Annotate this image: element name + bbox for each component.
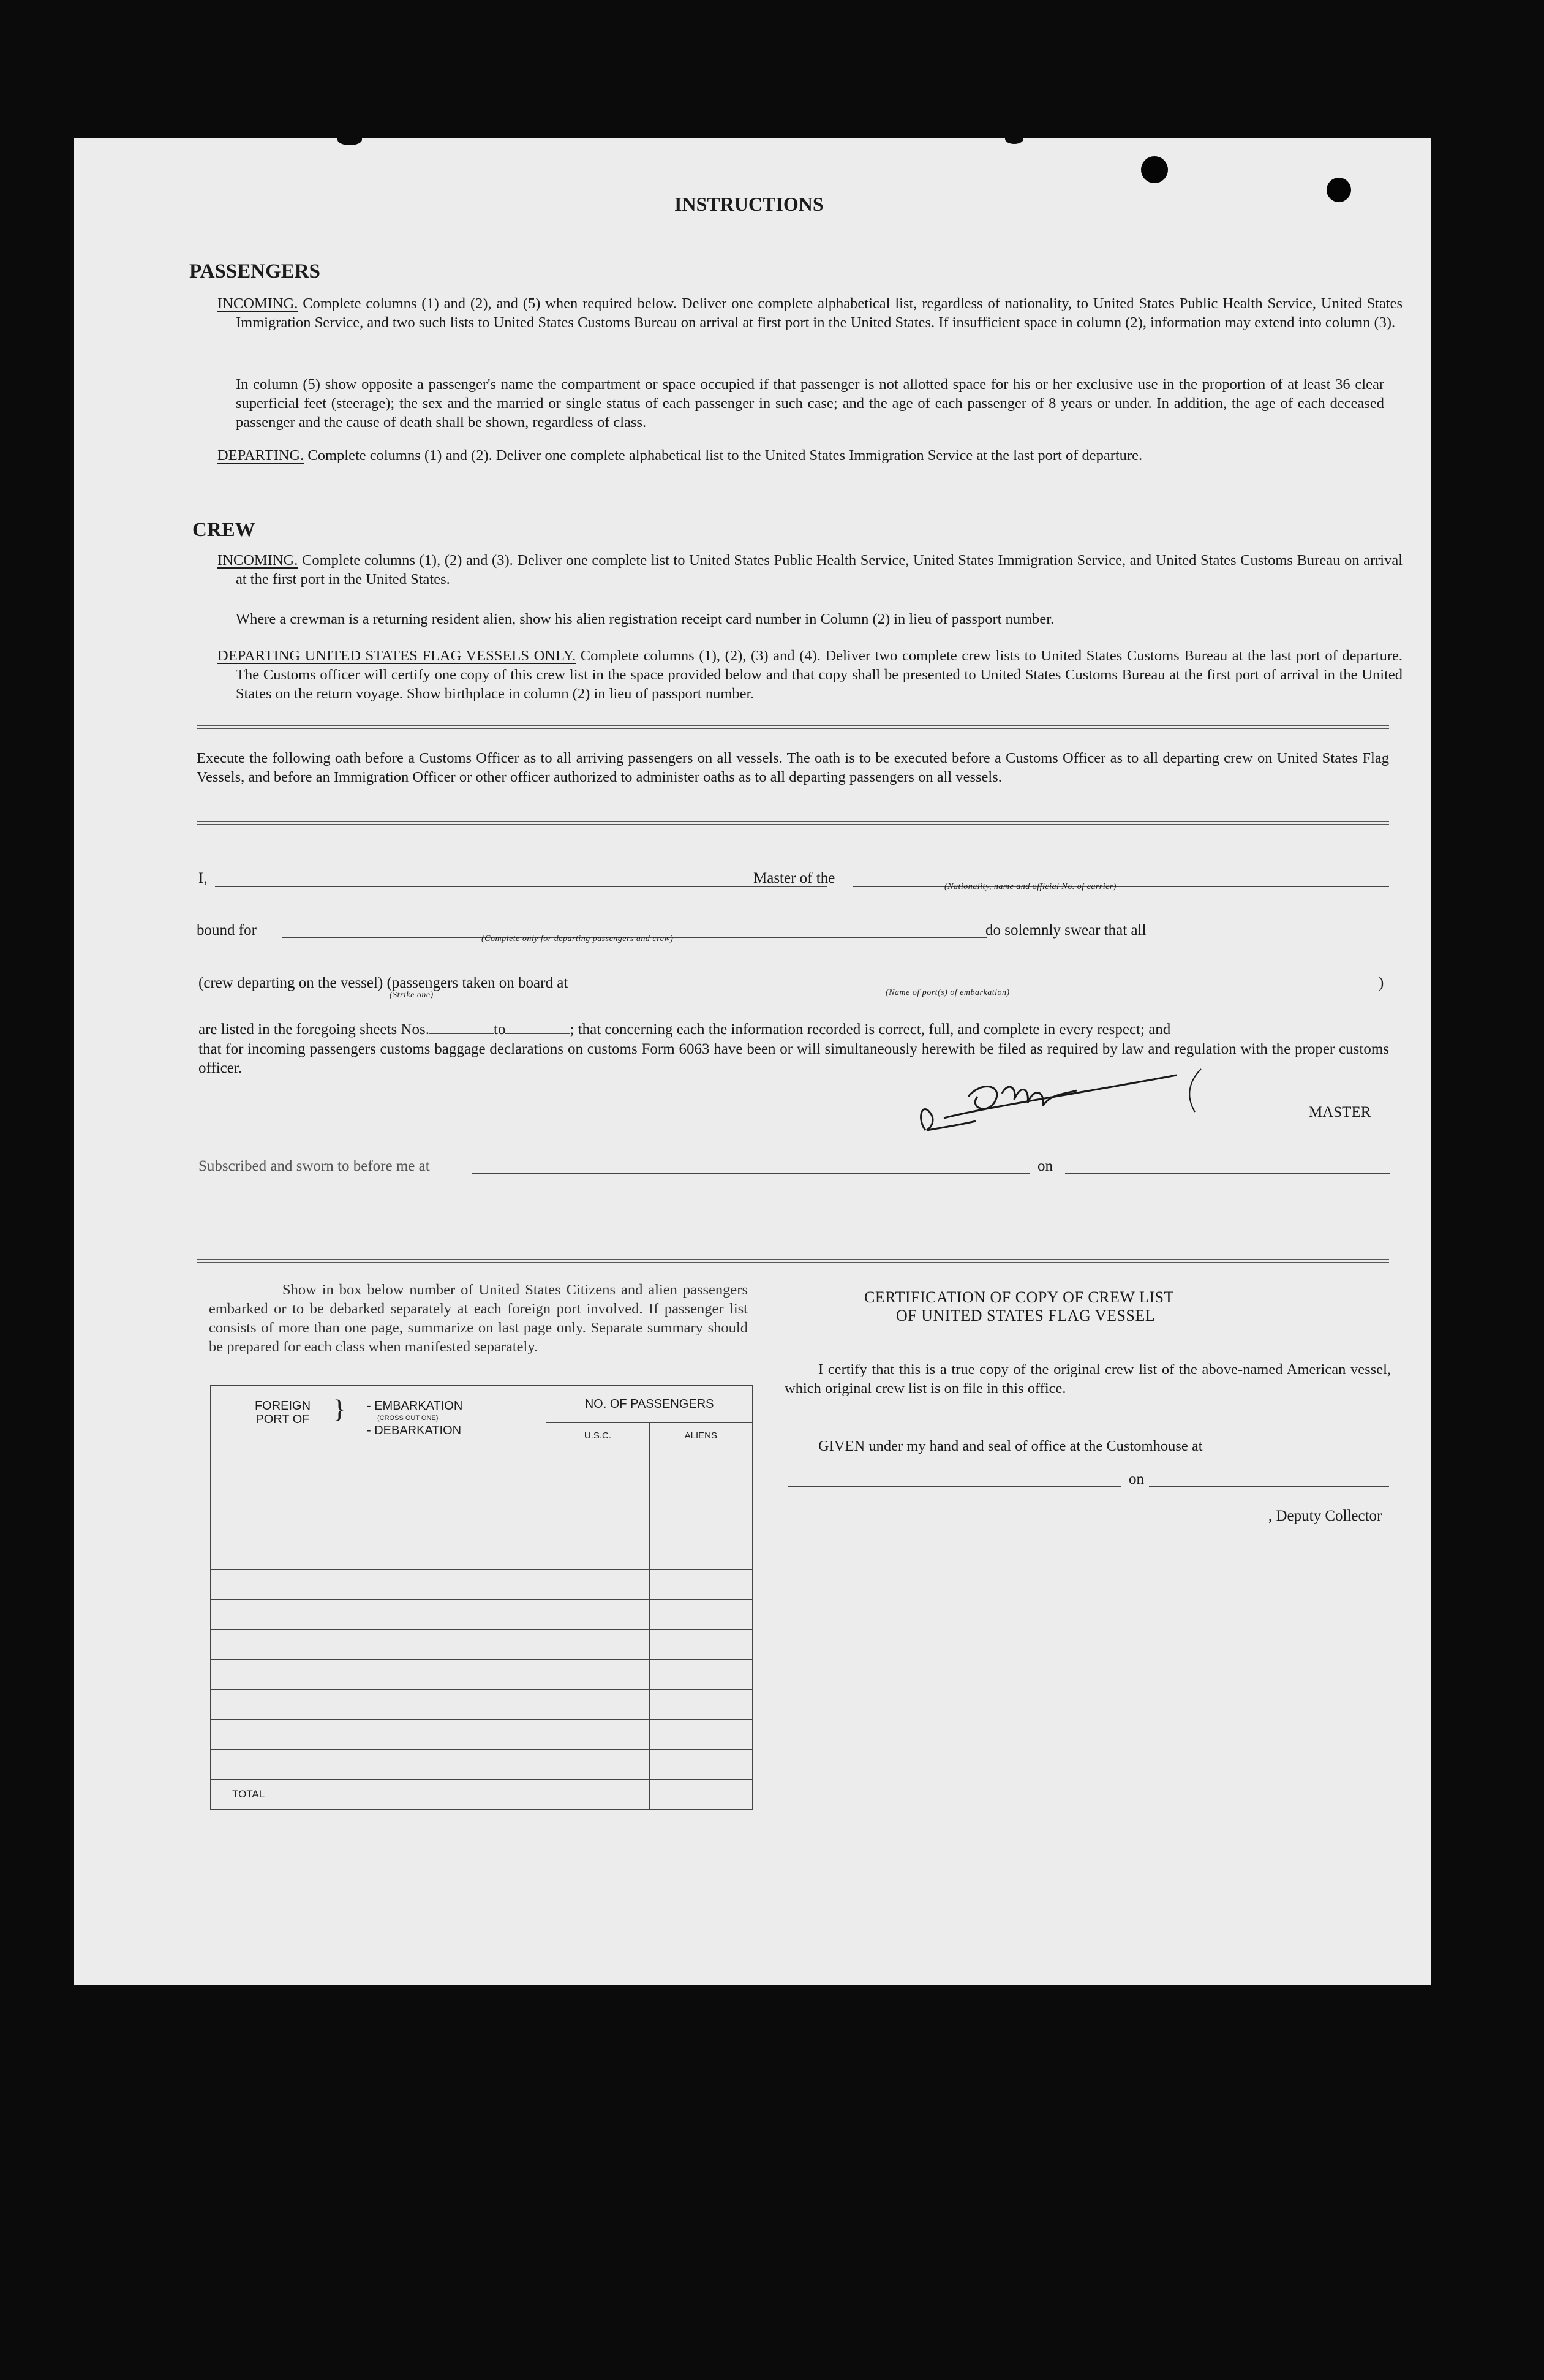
torn-edge-mark-2 — [1005, 134, 1023, 144]
punch-hole-edge — [1327, 178, 1351, 202]
certification-title-line2: OF UNITED STATES FLAG VESSEL — [896, 1307, 1156, 1324]
table-row — [211, 1750, 753, 1780]
table-row — [211, 1570, 753, 1600]
aliens-count-cell[interactable] — [649, 1630, 752, 1660]
certification-on-label: on — [1129, 1471, 1144, 1487]
table-row — [211, 1690, 753, 1720]
sheets-nos-label: are listed in the foregoing sheets Nos. — [198, 1021, 429, 1038]
port-cell[interactable] — [211, 1720, 546, 1750]
table-row — [211, 1600, 753, 1630]
brace-icon: } — [333, 1396, 346, 1424]
usc-count-cell[interactable] — [546, 1600, 649, 1630]
passengers-header-cell — [546, 1386, 753, 1449]
usc-count-cell[interactable] — [546, 1509, 649, 1539]
port-cell[interactable] — [211, 1509, 546, 1539]
usc-count-cell[interactable] — [546, 1630, 649, 1660]
sworn-on-label: on — [1037, 1158, 1053, 1174]
usc-count-cell[interactable] — [546, 1750, 649, 1780]
subscribed-label: Subscribed and sworn to before me at — [198, 1158, 430, 1174]
table-row — [211, 1449, 753, 1479]
sheets-label — [198, 1021, 1389, 1038]
crew-departing-text: Complete columns (1), (2), (3) and (4). Deliver two complete crew lists to United States Customs Bureau at the last port of departure. The Customs officer will certify one copy of this crew list in the space provided below and that copy shall be presented to United States Customs Bureau at the first port of arrival in the United States on the return voyage. Show birthplace in column (2) in lieu of passport number. — [236, 648, 1403, 702]
passengers-incoming-paragraph — [217, 294, 1403, 332]
total-aliens-cell[interactable] — [649, 1780, 752, 1810]
usc-count-cell[interactable] — [546, 1720, 649, 1750]
passengers-column5-paragraph: In column (5) show opposite a passenger's name the compartment or space occupied if that passenger is not allotted space for his or her exclusive use in the proportion of at least 36 clear superficial feet (steerage); the sex and the married or single status of each passenger in such case; and the age of each passenger of 8 years or under. In addition, the age of each deceased passenger and the cause of death shall be shown, regardless of class. — [236, 376, 1384, 431]
table-row — [211, 1720, 753, 1750]
section-divider-2 — [197, 821, 1389, 825]
certification-date-field[interactable] — [1149, 1486, 1389, 1487]
port-cell[interactable] — [211, 1660, 546, 1690]
usc-count-cell[interactable] — [546, 1570, 649, 1600]
passengers-incoming-text: Complete columns (1) and (2), and (5) when required below. Deliver one complete alphabetical list, regardless of nationality, to United States Public Health Service, United States Immigration Service, and two such lists to United States Customs Bureau on arrival at first port in the United States. If insufficient space in column (2), information may extend into column (3). — [236, 295, 1403, 331]
aliens-count-cell[interactable] — [649, 1660, 752, 1690]
torn-edge-mark — [337, 134, 362, 145]
usc-count-cell[interactable] — [546, 1479, 649, 1509]
total-label-cell — [211, 1780, 546, 1810]
passenger-summary-table — [210, 1385, 753, 1810]
table-header-row — [211, 1386, 753, 1449]
form-page — [74, 138, 1431, 1985]
table-row — [211, 1509, 753, 1539]
master-signature — [870, 1045, 1238, 1167]
usc-count-cell[interactable] — [546, 1690, 649, 1720]
passengers-departing-label: DEPARTING. — [217, 447, 304, 464]
aliens-count-cell[interactable] — [649, 1479, 752, 1509]
aliens-count-cell[interactable] — [649, 1600, 752, 1630]
aliens-count-cell[interactable] — [649, 1449, 752, 1479]
aliens-count-cell[interactable] — [649, 1750, 752, 1780]
sheets-statement: ; that concerning each the information recorded is correct, full, and complete in every respect; and — [570, 1021, 1171, 1038]
aliens-count-cell[interactable] — [649, 1539, 752, 1570]
aliens-label: ALIENS — [684, 1430, 717, 1441]
bound-for-caption: (Complete only for departing passengers and crew) — [481, 934, 674, 943]
cross-out-label: (CROSS OUT ONE) — [377, 1415, 439, 1422]
port-cell[interactable] — [211, 1479, 546, 1509]
foreign-port-label: FOREIGN PORT OF — [254, 1399, 311, 1426]
strike-one-caption: (Strike one) — [390, 991, 434, 1000]
swear-label: do solemnly swear that all — [985, 922, 1147, 939]
table-row — [211, 1539, 753, 1570]
total-label: TOTAL — [232, 1788, 265, 1800]
master-of-label: Master of the — [753, 870, 835, 886]
embarkation-label: - EMBARKATION — [367, 1399, 463, 1413]
section-divider-3 — [197, 1259, 1389, 1263]
master-label: MASTER — [1309, 1104, 1371, 1120]
passengers-departing-paragraph — [217, 446, 1403, 465]
port-cell[interactable] — [211, 1750, 546, 1780]
port-cell[interactable] — [211, 1600, 546, 1630]
execute-oath-paragraph: Execute the following oath before a Customs Officer as to all arriving passengers on all vessels. The oath is to be executed before a Customs Officer as to all departing crew on United States Flag Vessels, and before an Immigration Officer or other officer authorized to administer oaths as to all departing passengers on all vessels. — [197, 750, 1389, 785]
punch-hole-top-right — [1141, 156, 1168, 183]
certification-title-line1: CERTIFICATION OF COPY OF CREW LIST — [864, 1288, 1174, 1306]
table-row — [211, 1630, 753, 1660]
aliens-count-cell[interactable] — [649, 1509, 752, 1539]
port-cell[interactable] — [211, 1539, 546, 1570]
crew-departing-label: DEPARTING UNITED STATES FLAG VESSELS ONLY. — [217, 648, 576, 664]
sheets-to-field[interactable] — [505, 1021, 570, 1034]
certify-text: I certify that this is a true copy of the original crew list of the above-named American vessel, which original crew list is on file in this office. — [785, 1361, 1391, 1397]
port-cell[interactable] — [211, 1630, 546, 1660]
total-row — [211, 1780, 753, 1810]
summary-note: Show in box below number of United States Citizens and alien passengers embarked or to be debarked separately at each foreign port involved. If passenger list consists of more than one page, summarize on last page only. Separate summary should be prepared for each class when manifested separately. — [209, 1282, 748, 1355]
carrier-caption: (Nationality, name and official No. of carrier) — [944, 882, 1117, 891]
usc-count-cell[interactable] — [546, 1539, 649, 1570]
crew-heading: CREW — [192, 519, 255, 541]
aliens-count-cell[interactable] — [649, 1720, 752, 1750]
sheets-to-label: to — [494, 1021, 506, 1038]
deputy-collector-label: , Deputy Collector — [1268, 1508, 1382, 1524]
table-row — [211, 1479, 753, 1509]
customhouse-place-field[interactable] — [788, 1486, 1121, 1487]
given-text: GIVEN under my hand and seal of office at the Customhouse at — [818, 1438, 1203, 1454]
sheets-from-field[interactable] — [429, 1021, 494, 1034]
carrier-field[interactable] — [853, 886, 1389, 887]
port-header-cell — [211, 1386, 546, 1449]
bound-for-label: bound for — [197, 922, 257, 939]
section-divider-1 — [197, 725, 1389, 729]
page-title: INSTRUCTIONS — [674, 193, 824, 215]
master-name-field[interactable] — [215, 886, 827, 887]
crew-resident-paragraph: Where a crewman is a returning resident alien, show his alien registration receipt card number in Column (2) in lieu of passport number. — [236, 611, 1055, 627]
sworn-place-field[interactable] — [472, 1173, 1030, 1174]
port-cell[interactable] — [211, 1570, 546, 1600]
sworn-date-field[interactable] — [1065, 1173, 1390, 1174]
table-row — [211, 1660, 753, 1690]
passengers-heading: PASSENGERS — [189, 260, 320, 282]
port-cell[interactable] — [211, 1690, 546, 1720]
port-cell[interactable] — [211, 1449, 546, 1479]
aliens-count-cell[interactable] — [649, 1690, 752, 1720]
total-usc-cell[interactable] — [546, 1780, 649, 1810]
no-of-passengers-label: NO. OF PASSENGERS — [546, 1386, 752, 1423]
usc-label: U.S.C. — [546, 1423, 649, 1449]
crew-incoming-text: Complete columns (1), (2) and (3). Deliver one complete list to United States Public Health Service, United States Immigration Service, and United States Customs Bureau on arrival at the first port in the United States. — [236, 552, 1403, 587]
crew-departing-paragraph — [217, 646, 1403, 703]
usc-count-cell[interactable] — [546, 1449, 649, 1479]
aliens-count-cell[interactable] — [649, 1570, 752, 1600]
close-paren: ) — [1379, 975, 1384, 991]
baggage-declaration-text: that for incoming passengers customs baggage declarations on customs Form 6063 have been or will simultaneously herewith be filed as required by law and regulation with the proper customs officer. — [198, 1041, 1389, 1076]
crew-or-passengers-label: (crew departing on the vessel) (passengers taken on board at — [198, 975, 568, 991]
crew-incoming-label: INCOMING. — [217, 552, 298, 569]
oath-i-label: I, — [198, 870, 208, 886]
passengers-incoming-label: INCOMING. — [217, 295, 298, 312]
embarkation-port-caption: (Name of port(s) of embarkation) — [886, 988, 1010, 997]
debarkation-label: - DEBARKATION — [367, 1424, 462, 1437]
passengers-departing-text: Complete columns (1) and (2). Deliver one complete alphabetical list to the United States Immigration Service at the last port of departure. — [307, 447, 1143, 464]
usc-count-cell[interactable] — [546, 1660, 649, 1690]
crew-incoming-paragraph — [217, 551, 1403, 589]
